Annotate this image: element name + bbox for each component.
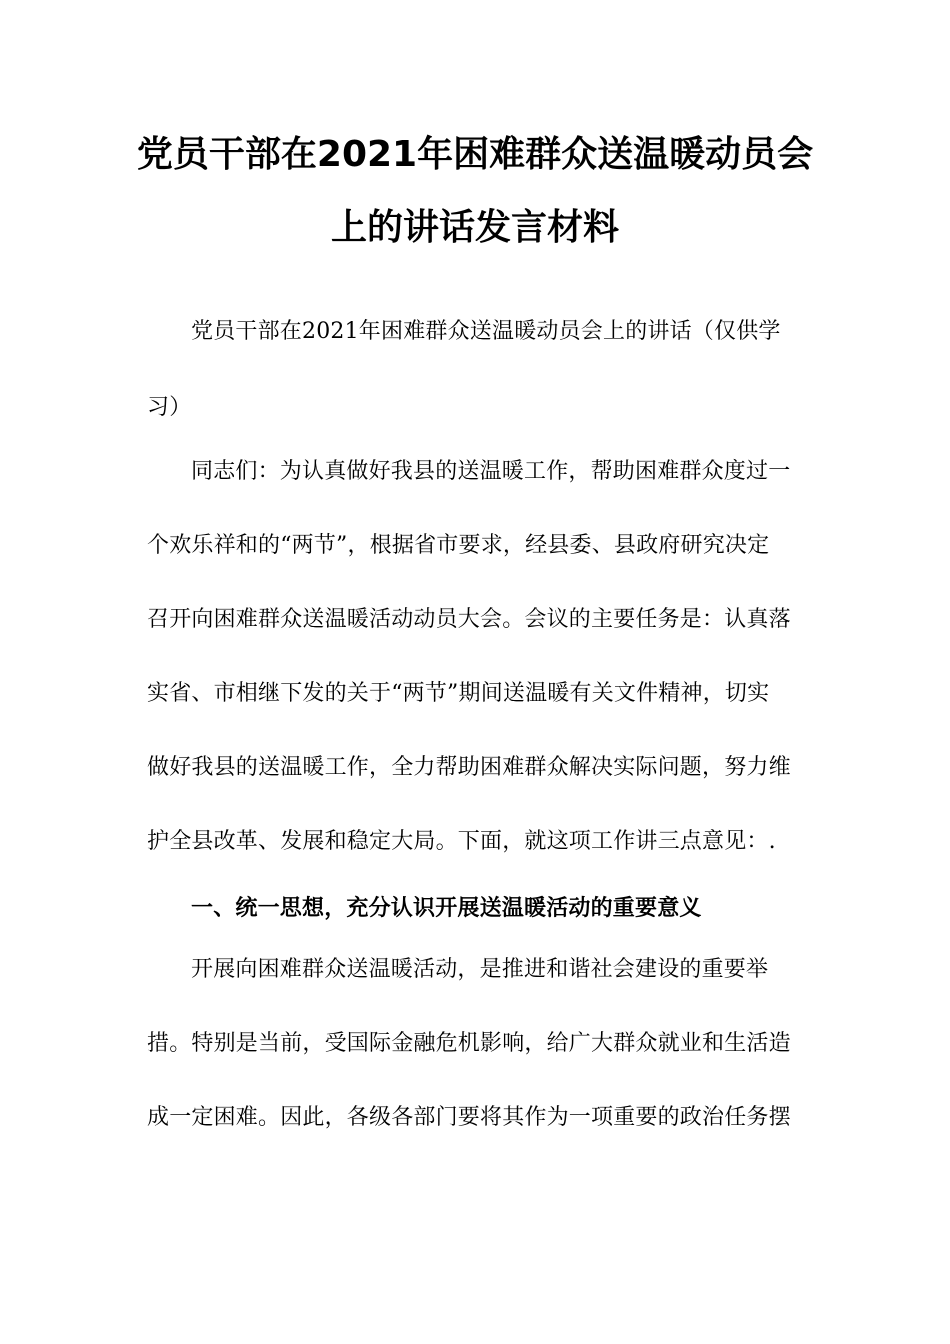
- paragraph-line: 成一定困难。因此，各级各部门要将其作为一项重要的政治任务摆: [147, 1105, 791, 1130]
- paragraph-line: 措。特别是当前，受国际金融危机影响，给广大群众就业和生活造: [147, 1031, 791, 1056]
- paragraph-line: 开展向困难群众送温暖活动，是推进和谐社会建设的重要举: [191, 957, 769, 982]
- paragraph-line: 习）: [147, 395, 192, 420]
- document-title-line-1: 党员干部在2021年困难群众送温暖动员会: [136, 134, 814, 175]
- paragraph-line: 召开向困难群众送温暖活动动员大会。会议的主要任务是：认真落: [147, 607, 791, 632]
- paragraph-line: 实省、市相继下发的关于“两节”期间送温暖有关文件精神，切实: [147, 681, 770, 706]
- paragraph-line: 同志们：为认真做好我县的送温暖工作，帮助困难群众度过一: [191, 459, 791, 484]
- paragraph-line: 做好我县的送温暖工作，全力帮助困难群众解决实际问题，努力维: [147, 755, 791, 780]
- section-heading: 一、统一思想，充分认识开展送温暖活动的重要意义: [191, 895, 702, 921]
- paragraph-line: 护全县改革、发展和稳定大局。下面，就这项工作讲三点意见：.: [147, 829, 776, 854]
- paragraph-line: 个欢乐祥和的“两节”，根据省市要求，经县委、县政府研究决定: [147, 533, 770, 558]
- document-title-line-2: 上的讲话发言材料: [330, 207, 619, 248]
- paragraph-line: 党员干部在2021年困难群众送温暖动员会上的讲话（仅供学: [191, 319, 781, 344]
